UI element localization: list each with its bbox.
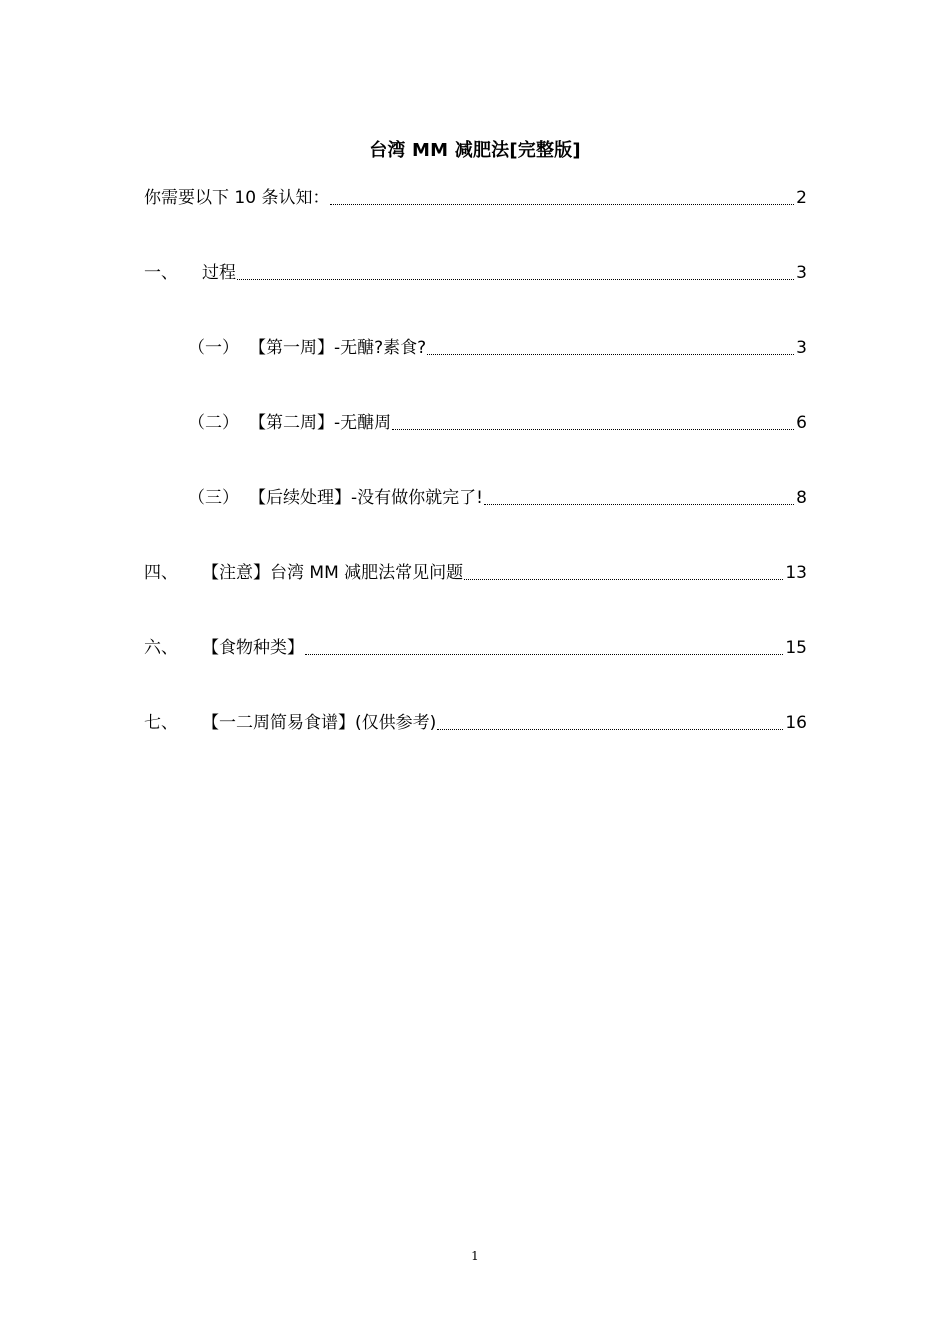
toc-entry-number: （二） (188, 413, 239, 433)
toc-dot-leader (330, 204, 794, 205)
page-number: 1 (471, 1249, 479, 1263)
toc-entry-page: 6 (796, 413, 807, 433)
toc-entry-follow-up[interactable] (144, 484, 807, 512)
toc-entry-food-types[interactable] (144, 634, 807, 662)
toc-entry-page: 13 (785, 563, 807, 583)
toc-entry-number: 六、 (144, 638, 178, 658)
toc-entry-page: 16 (785, 713, 807, 733)
toc-entry-label: 【后续处理】-没有做你就完了! (249, 488, 483, 508)
document-title: 台湾 MM 减肥法[完整版] (369, 140, 581, 161)
toc-dot-leader (464, 579, 783, 580)
toc-entry-label: 【第二周】-无醣周 (249, 413, 392, 433)
toc-entry-page: 15 (785, 638, 807, 658)
toc-entry-number: 七、 (144, 713, 178, 733)
toc-entry-label: 【注意】台湾 MM 减肥法常见问题 (202, 563, 464, 583)
toc-dot-leader (427, 354, 794, 355)
toc-entry-page: 8 (796, 488, 807, 508)
toc-entry-label: 你需要以下 10 条认知： (144, 188, 330, 208)
toc-dot-leader (305, 654, 783, 655)
table-of-contents (144, 184, 807, 784)
toc-entry-label: 过程 (202, 263, 236, 283)
toc-entry-number: （一） (188, 338, 239, 358)
toc-entry-label: 【第一周】-无醣?素食? (249, 338, 427, 358)
toc-entry-page: 2 (796, 188, 807, 208)
toc-dot-leader (237, 279, 794, 280)
toc-entry-label: 【一二周简易食谱】(仅供参考) (202, 713, 437, 733)
toc-entry-cognition[interactable] (144, 184, 807, 212)
toc-dot-leader (484, 504, 794, 505)
toc-dot-leader (437, 729, 783, 730)
toc-entry-number: 一、 (144, 263, 178, 283)
toc-dot-leader (392, 429, 794, 430)
toc-entry-recipes[interactable] (144, 709, 807, 737)
toc-entry-week-one[interactable] (144, 334, 807, 362)
toc-entry-page: 3 (796, 338, 807, 358)
toc-entry-process[interactable] (144, 259, 807, 287)
toc-entry-number: （三） (188, 488, 239, 508)
toc-entry-week-two[interactable] (144, 409, 807, 437)
toc-entry-number: 四、 (144, 563, 178, 583)
toc-entry-page: 3 (796, 263, 807, 283)
toc-entry-notes[interactable] (144, 559, 807, 587)
toc-entry-label: 【食物种类】 (202, 638, 304, 658)
